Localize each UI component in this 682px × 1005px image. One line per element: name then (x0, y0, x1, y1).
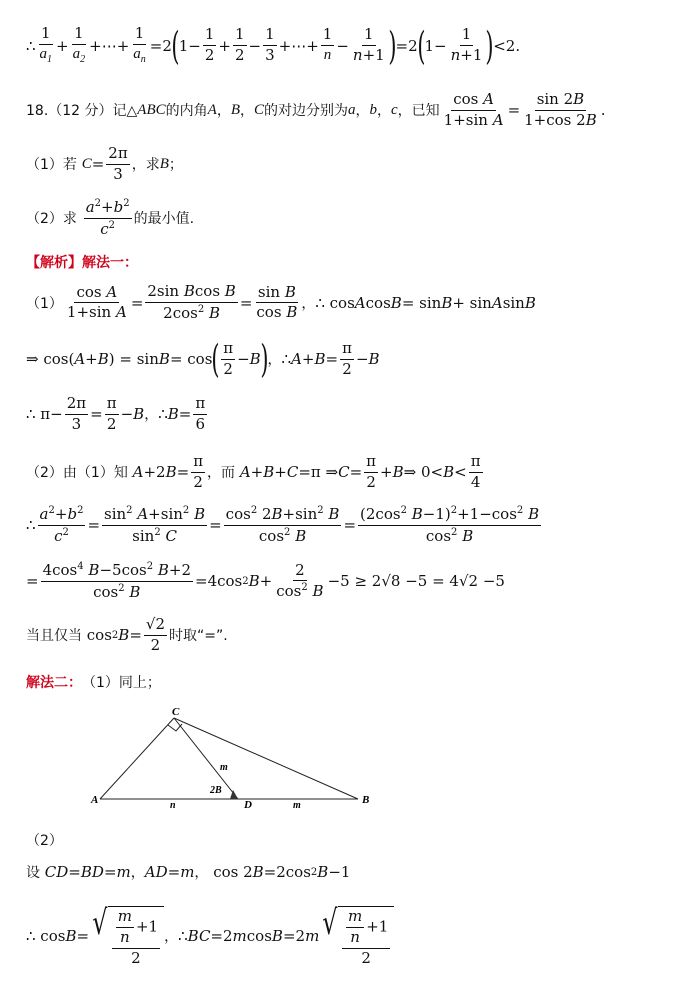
question-part-2: （2）求 $\frac{a^2+b^2}{c^2}$ 的最小值. (26, 198, 195, 238)
label-m-cd: m (220, 762, 228, 773)
question-part-1: （1）若 C = $\frac{2\pi}{3}$ ，求 B ； (26, 144, 183, 183)
line-sum-conclusion: ∴ $\frac{1}{a_1}$ + $\frac{1}{a_2}$ +⋯+ $\frac{1}{a_n}$ =2 ( 1− $\frac{1}{2}$ + $\frac{1}{2}$ − $\frac{1}{3}$ +⋯+ $\frac{1}{n}$ − $\frac{1}{n+1}$ ) =2 ( 1− $\frac{1}{n+1}$ ) <2. (26, 23, 521, 68)
label-D: D (244, 799, 252, 811)
label-A: A (91, 794, 99, 806)
solution-2-equality: 当且仅当 cos 2 B = $\frac{√2}{2}$ 时取“=”. (26, 615, 228, 654)
label-angle-2B: 2B (210, 785, 222, 796)
triangle-diagram (90, 706, 390, 816)
label-B: B (362, 794, 370, 806)
solution-header: 【解析】解法一： (26, 255, 138, 271)
method-2-result: ∴ cos B = √ $\frac{m}{n}$ +1 2 ， ∴ BC =2 m cos B =2 m √ $\frac{m}{n}$ +1 2 (26, 906, 394, 966)
method-2-part-2: （2） (26, 833, 63, 849)
given-equation: $\frac{\text{cos A}}{\text{1+sin A}}$ (443, 90, 504, 129)
method-2-header: 解法二： （1）同上； (26, 675, 161, 691)
solution-2-step-3: = $\frac{4\cos^4 B-5\cos^2 B+2}{\cos^2 B}$ =4cos 2 B + $\frac{2}{\cos^2 B}$ −5 ≥ 2√8 −5 = 4√2 −5 (26, 560, 505, 601)
solution-1-step-1: （1） $\frac{\text{cos A}}{\text{1+sin A}}$ = $\frac{\text{2sin Bcos B}}{2\cos^2 B}$ = $\frac{\text{sin B}}{\text{cos B}}$ ， ∴ cos A cos B = sin B + sin A sin B (26, 282, 536, 322)
solution-2-step-2: ∴ $\frac{a^2+b^2}{c^2}$ = $\frac{\sin^2 A+\sin^2 B}{\sin^2 C}$ = $\frac{\cos^2 2B+\sin^2 B}{\cos^2 B}$ = $\frac{(2\cos^2 B-1)^2+1-\cos^2 B}{\cos^2 B}$ (26, 505, 540, 545)
solution-2-step-1: （2）由（1）知 A +2 B = $\frac{\pi}{2}$ ，而 A + B + C =π ⇒ C = $\frac{\pi}{2}$ + B ⇒ 0< B < $\frac{\pi}{4}$ (26, 452, 481, 491)
solution-1-step-2: ⇒ cos( A + B ) = sin B = cos ( $\frac{\pi}{2}$ − B ) ， ∴ A + B = $\frac{\pi}{2}$ − B (26, 337, 380, 381)
label-C: C (172, 706, 180, 718)
label-m-db: m (293, 800, 301, 811)
method-2-setup: 设 CD = BD = m ， AD = m ， cos 2 B =2cos 2 B −1 (26, 863, 351, 881)
question-18-stem: 18.（12 分）记△ ABC 的内角 A ， B ， C 的对边分别为 a ， b ， c ，已知 $\frac{\text{cos A}}{\text{1+sin A}}$ = $\frac{\sin 2B}{1+\cos 2B}$ . (26, 90, 606, 129)
solution-1-step-3: ∴ π− $\frac{2\pi}{3}$ = $\frac{\pi}{2}$ − B ， ∴ B = $\frac{\pi}{6}$ (26, 394, 206, 433)
label-n: n (170, 800, 176, 811)
